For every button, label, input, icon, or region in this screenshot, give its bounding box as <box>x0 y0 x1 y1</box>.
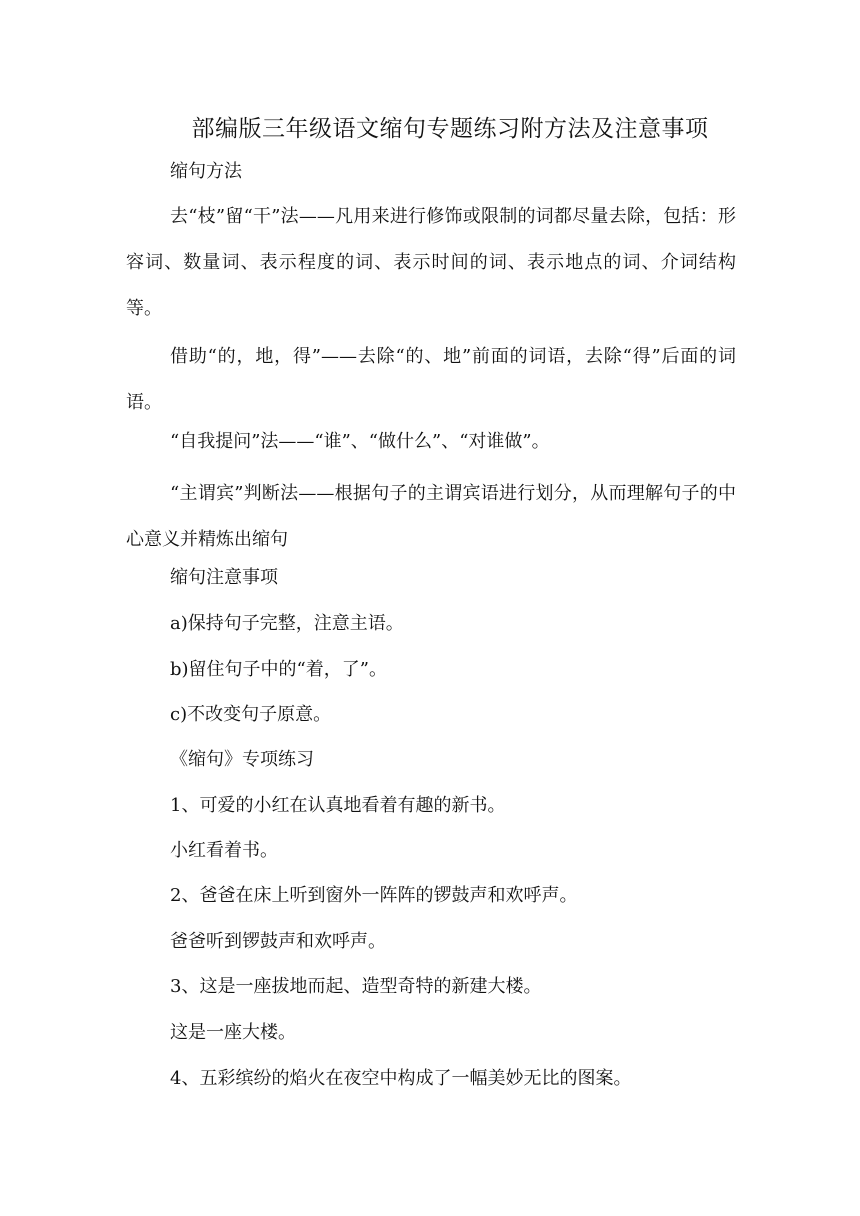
exercise-question-2: 2、爸爸在床上听到窗外一阵阵的锣鼓声和欢呼声。 <box>170 885 578 906</box>
exercise-answer-1: 小红看着书。 <box>170 840 278 861</box>
exercise-question-1: 1、可爱的小红在认真地看着有趣的新书。 <box>170 795 506 816</box>
exercise-answer-2: 爸爸听到锣鼓声和欢呼声。 <box>170 931 386 952</box>
section-heading-practice: 《缩句》专项练习 <box>170 749 314 770</box>
section-heading-notes: 缩句注意事项 <box>170 567 278 588</box>
section-heading-method: 缩句方法 <box>170 161 242 182</box>
note-item-b: b)留住句子中的“着，了”。 <box>170 659 387 680</box>
method-paragraph-2: 借助“的，地，得”——去除“的、地”前面的词语，去除“得”后面的词语。 <box>126 346 736 413</box>
method-paragraph-3: “自我提问”法——“谁”、“做什么”、“对谁做”。 <box>170 431 550 452</box>
page-title: 部编版三年级语文缩句专题练习附方法及注意事项 <box>191 116 709 142</box>
exercise-question-4: 4、五彩缤纷的焰火在夜空中构成了一幅美妙无比的图案。 <box>170 1068 632 1089</box>
exercise-answer-3: 这是一座大楼。 <box>170 1022 296 1043</box>
note-item-c: c)不改变句子原意。 <box>170 704 332 725</box>
note-item-a: a)保持句子完整，注意主语。 <box>170 613 404 634</box>
method-paragraph-1: 去“枝”留“干”法——凡用来进行修饰或限制的词都尽量去除，包括：形容词、数量词、表示程度的词、表示时间的词、表示地点的词、介词结构等。 <box>126 206 736 319</box>
method-paragraph-4: “主谓宾”判断法——根据句子的主谓宾语进行划分，从而理解句子的中心意义并精炼出缩句 <box>126 483 736 550</box>
exercise-question-3: 3、这是一座拔地而起、造型奇特的新建大楼。 <box>170 976 542 997</box>
